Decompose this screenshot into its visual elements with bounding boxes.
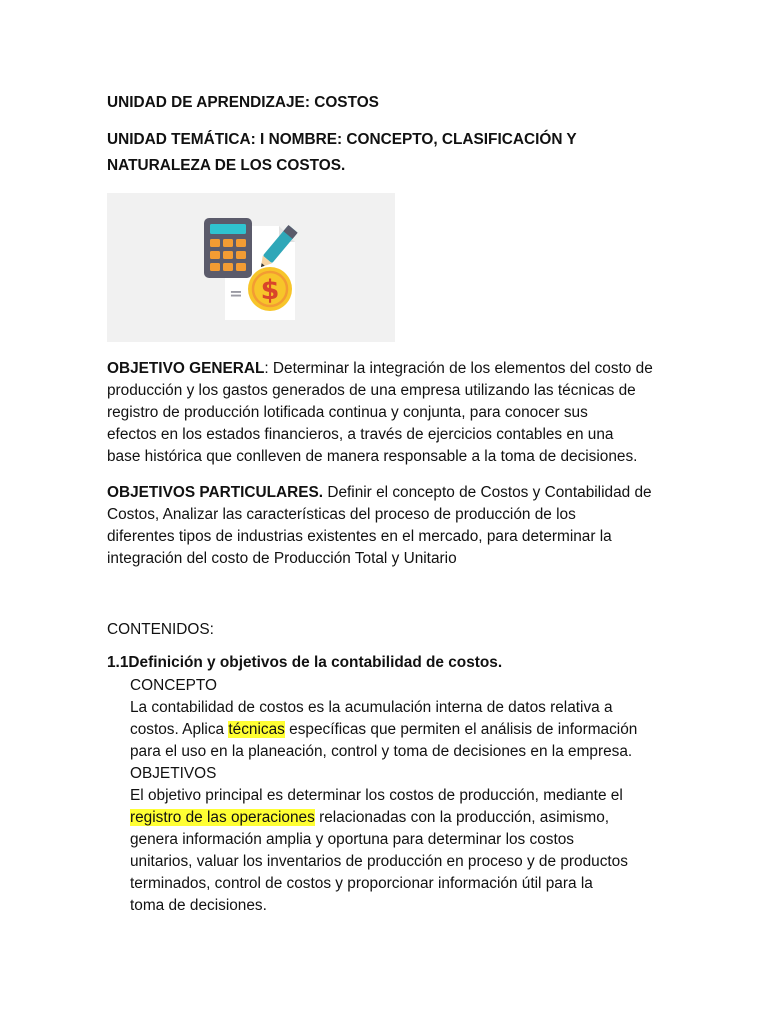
objectives-line-6: toma de decisiones. [130, 897, 267, 914]
contents-title: CONTENIDOS: [107, 621, 214, 638]
concept-label: CONCEPTO [130, 677, 217, 694]
general-objective-line-4: efectos en los estados financieros, a través de ejercicios contables en una [107, 426, 614, 443]
concept-line-3: para el uso en la planeación, control y toma de decisiones en la empresa. [130, 743, 633, 760]
objectives-line-5: terminados, control de costos y proporcionar información útil para la [130, 875, 593, 892]
calculator-dollar-icon [107, 193, 395, 342]
concept-line-2: costos. Aplica técnicas específicas que permiten el análisis de información [130, 721, 638, 738]
general-objective-line-1: OBJETIVO GENERAL: Determinar la integración de los elementos del costo de [107, 360, 653, 377]
general-objective-line-3: registro de producción lotificada continua y conjunta, para conocer sus [107, 404, 588, 421]
dollar-symbol: $ [260, 275, 280, 306]
objectives-line-1: El objetivo principal es determinar los costos de producción, mediante el [130, 787, 623, 804]
thematic-unit-line-2: NATURALEZA DE LOS COSTOS. [107, 157, 346, 174]
particular-objectives-line-1: OBJETIVOS PARTICULARES. Definir el concepto de Costos y Contabilidad de [107, 484, 652, 501]
highlighted-term-tecnicas: técnicas [228, 721, 285, 738]
equals-sign: = [229, 284, 243, 303]
particular-objectives-line-4: integración del costo de Producción Total y Unitario [107, 550, 457, 567]
highlighted-term-registro: registro de las operaciones [130, 809, 315, 826]
particular-objectives-line-3: diferentes tipos de industrias existentes en el mercado, para determinar la [107, 528, 612, 545]
objectives-line-4: unitarios, valuar los inventarios de producción en proceso y de productos [130, 853, 628, 870]
general-objective-label: OBJETIVO GENERAL [107, 360, 265, 377]
general-objective-line-5: base histórica que conlleven de manera responsable a la toma de decisiones. [107, 448, 638, 465]
general-objective-line-2: producción y los gastos generados de una empresa utilizando las técnicas de [107, 382, 636, 399]
objectives-line-2: registro de las operaciones relacionadas con la producción, asimismo, [130, 809, 610, 826]
particular-objectives-label: OBJETIVOS PARTICULARES. [107, 484, 324, 501]
objectives-label: OBJETIVOS [130, 765, 217, 782]
particular-objectives-line-2: Costos, Analizar las características del proceso de producción de los [107, 506, 576, 523]
objectives-line-3: genera información amplia y oportuna para determinar los costos [130, 831, 574, 848]
calculator-keys [210, 239, 246, 271]
thematic-unit-line-1: UNIDAD TEMÁTICA: I NOMBRE: CONCEPTO, CLASIFICACIÓN Y [107, 131, 577, 148]
calculator-dollar-illustration [107, 193, 395, 342]
concept-line-1: La contabilidad de costos es la acumulación interna de datos relativa a [130, 699, 613, 716]
unit-title: UNIDAD DE APRENDIZAJE: COSTOS [107, 94, 379, 111]
section-heading: 1.1Definición y objetivos de la contabilidad de costos. [107, 654, 503, 671]
